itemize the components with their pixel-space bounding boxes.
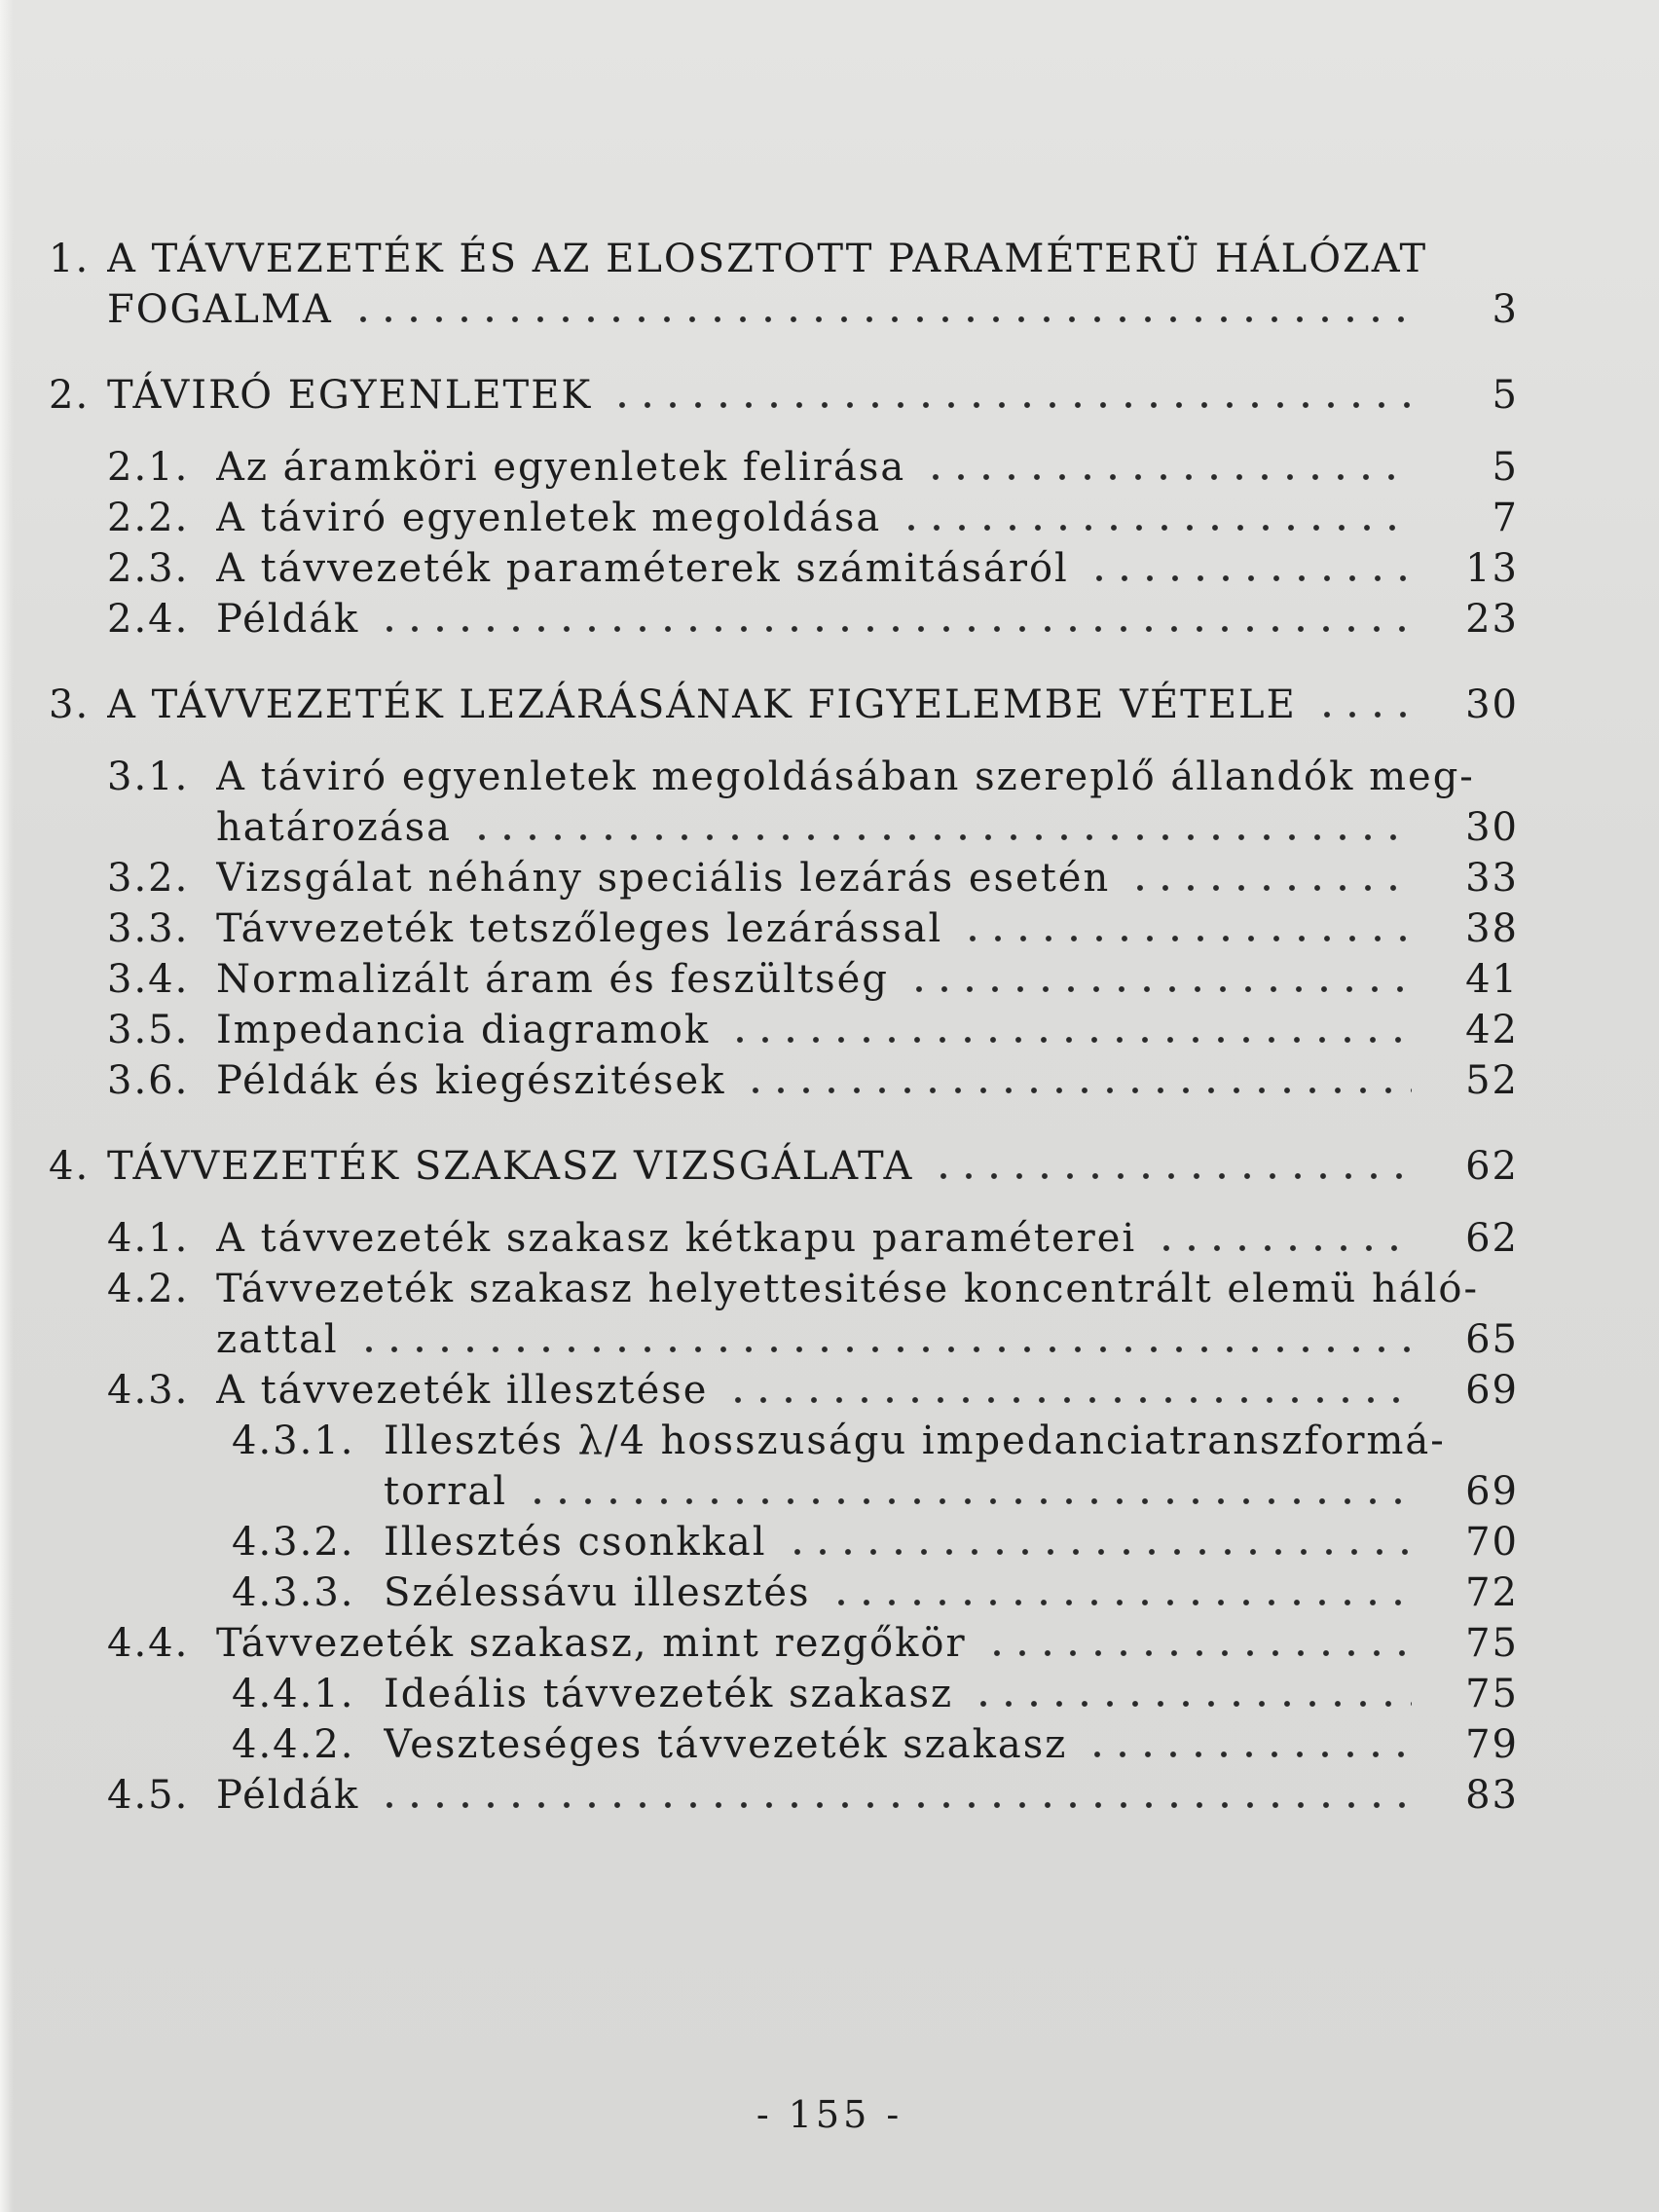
toc-number: 2.1. [107, 445, 190, 490]
toc-title: Példák [216, 1773, 360, 1818]
toc-page-number: 42 [1465, 1008, 1519, 1052]
toc-title: torral [384, 1469, 508, 1514]
toc-title: Távvezeték szakasz helyettesitése koncentrált elemü hálό- [216, 1267, 1479, 1311]
toc-page-number: 62 [1465, 1216, 1519, 1261]
toc-section-4-1 [49, 1213, 1519, 1264]
toc-section-4-2-cont [49, 1314, 1519, 1365]
dot-leader [829, 1600, 1412, 1605]
toc-title: A távvezeték illesztése [216, 1368, 709, 1413]
dot-leader [609, 402, 1412, 408]
toc-number: 4.5. [107, 1773, 190, 1818]
toc-title: Normalizált áram és feszültség [216, 957, 889, 1002]
toc-page-number: 38 [1465, 906, 1519, 951]
toc-title: Példák és kiegészitések [216, 1058, 726, 1103]
toc-title: határozása [216, 805, 453, 850]
dot-leader [960, 936, 1412, 941]
toc-section-3-4 [49, 954, 1519, 1005]
dot-leader [356, 1346, 1412, 1352]
toc-number: 4.4.2. [232, 1722, 355, 1767]
toc-subsection-4-3-1-cont [49, 1466, 1519, 1517]
toc-title: Ideális távvezeték szakasz [384, 1672, 954, 1716]
dot-leader [1154, 1245, 1412, 1251]
toc-section-2-2 [49, 493, 1519, 543]
toc-section-3-5 [49, 1005, 1519, 1055]
dot-leader [725, 1397, 1412, 1403]
toc-chapter-3 [49, 680, 1519, 730]
toc-page-number: 23 [1465, 597, 1519, 642]
dot-leader [377, 626, 1412, 632]
toc-chapter-2 [49, 370, 1519, 421]
toc-number: 4.4.1. [232, 1672, 355, 1716]
toc-section-3-1 [49, 752, 1519, 802]
dot-leader [727, 1037, 1412, 1043]
toc-section-4-2 [49, 1264, 1519, 1314]
toc-title: A TÁVVEZETÉK ÉS AZ ELOSZTOTT PARAMÉTERÜ HÁLÓZAT [107, 237, 1428, 281]
toc-title: A távvezeték szakasz kétkapu paraméterei [216, 1216, 1137, 1261]
toc-page-number: 52 [1465, 1058, 1519, 1103]
dot-leader [984, 1650, 1412, 1656]
toc-subsection-4-4-2 [49, 1719, 1519, 1770]
toc-chapter-1-cont [49, 284, 1519, 335]
toc-page-number: 72 [1465, 1570, 1519, 1615]
toc-page-number: 30 [1465, 805, 1519, 850]
toc-section-3-2 [49, 853, 1519, 903]
toc-number: 4.4. [107, 1621, 190, 1666]
toc-number: 3.3. [107, 906, 190, 951]
toc-page-number: 70 [1465, 1520, 1519, 1565]
toc-page-number: 83 [1465, 1773, 1519, 1818]
toc-section-4-4 [49, 1618, 1519, 1669]
toc-page-number: 3 [1492, 287, 1519, 332]
toc-section-4-5 [49, 1770, 1519, 1821]
toc-title: Példák [216, 597, 360, 642]
toc-section-2-4 [49, 594, 1519, 645]
toc-page-number: 65 [1465, 1317, 1519, 1362]
toc-number: 3.6. [107, 1058, 190, 1103]
toc-title: TÁVIRÓ EGYENLETEK [107, 373, 593, 418]
toc-section-2-1 [49, 442, 1519, 493]
toc-number: 2.2. [107, 496, 190, 540]
toc-page-number: 13 [1465, 546, 1519, 591]
toc-number: 3.2. [107, 856, 190, 901]
toc-page-number: 41 [1465, 957, 1519, 1002]
toc-page-number: 69 [1465, 1469, 1519, 1514]
toc-subsection-4-4-1 [49, 1669, 1519, 1719]
toc-page-number: 7 [1492, 496, 1519, 540]
toc-number: 4. [49, 1144, 91, 1189]
toc-number: 2.3. [107, 546, 190, 591]
toc-title: A TÁVVEZETÉK LEZÁRÁSÁNAK FIGYELEMBE VÉTELE [107, 682, 1297, 727]
toc-title: A táviró egyenletek megoldásában szereplő állandók meg- [216, 755, 1475, 799]
dot-leader [971, 1701, 1412, 1707]
toc-number: 3.1. [107, 755, 190, 799]
dot-leader [1314, 712, 1412, 718]
toc-number: 1. [49, 237, 91, 281]
toc-number: 4.2. [107, 1267, 190, 1311]
toc-subsection-4-3-1 [49, 1416, 1519, 1466]
toc-number: 4.3. [107, 1368, 190, 1413]
toc-number: 4.1. [107, 1216, 190, 1261]
toc-section-3-1-cont [49, 802, 1519, 853]
table-of-contents [49, 234, 1519, 1821]
toc-number: 3. [49, 682, 91, 727]
toc-subsection-4-3-2 [49, 1517, 1519, 1567]
toc-section-3-6 [49, 1055, 1519, 1106]
toc-page-number: 5 [1492, 373, 1519, 418]
dot-leader [1085, 1751, 1412, 1757]
dot-leader [785, 1549, 1412, 1555]
dot-leader [923, 474, 1412, 480]
toc-number: 4.3.2. [232, 1520, 355, 1565]
dot-leader [350, 316, 1412, 322]
dot-leader [525, 1498, 1412, 1504]
dot-leader [1127, 885, 1412, 891]
toc-title: Távvezeték szakasz, mint rezgőkör [216, 1621, 967, 1666]
toc-number: 2. [49, 373, 91, 418]
toc-number: 4.3.1. [232, 1419, 355, 1463]
toc-chapter-1 [49, 234, 1519, 284]
toc-page-number: 30 [1465, 682, 1519, 727]
toc-title: A táviró egyenletek megoldása [216, 496, 882, 540]
dot-leader [1087, 575, 1412, 581]
toc-number: 3.4. [107, 957, 190, 1002]
toc-section-3-3 [49, 903, 1519, 954]
dot-leader [899, 525, 1412, 531]
page-number-footer: - 155 - [756, 2093, 903, 2136]
toc-title: TÁVVEZETÉK SZAKASZ VIZSGÁLATA [107, 1144, 914, 1189]
dot-leader [906, 986, 1412, 992]
toc-number: 4.3.3. [232, 1570, 355, 1615]
dot-leader [377, 1802, 1412, 1808]
toc-page-number: 62 [1465, 1144, 1519, 1189]
toc-title: Szélessávu illesztés [384, 1570, 811, 1615]
toc-title: Veszteséges távvezeték szakasz [384, 1722, 1068, 1767]
toc-number: 3.5. [107, 1008, 190, 1052]
toc-title: zattal [216, 1317, 339, 1362]
toc-page-number: 33 [1465, 856, 1519, 901]
toc-number: 2.4. [107, 597, 190, 642]
toc-title: Vizsgálat néhány speciális lezárás esetén [216, 856, 1111, 901]
toc-section-2-3 [49, 543, 1519, 594]
toc-page-number: 69 [1465, 1368, 1519, 1413]
toc-title: A távvezeték paraméterek számitásáról [216, 546, 1069, 591]
toc-title: Illesztés csonkkal [384, 1520, 767, 1565]
dot-leader [743, 1088, 1412, 1093]
toc-title: Az áramköri egyenletek felirása [216, 445, 906, 490]
dot-leader [931, 1173, 1412, 1179]
toc-page-number: 75 [1465, 1672, 1519, 1716]
toc-title: Távvezeték tetszőleges lezárással [216, 906, 943, 951]
dot-leader [469, 834, 1412, 840]
toc-subsection-4-3-3 [49, 1567, 1519, 1618]
toc-title: FOGALMA [107, 287, 333, 332]
toc-page-number: 5 [1492, 445, 1519, 490]
toc-title: Impedancia diagramok [216, 1008, 711, 1052]
toc-section-4-3 [49, 1365, 1519, 1416]
toc-page-number: 79 [1465, 1722, 1519, 1767]
toc-page-number: 75 [1465, 1621, 1519, 1666]
toc-chapter-4 [49, 1141, 1519, 1192]
toc-title: Illesztés λ/4 hosszuságu impedanciatranszformá- [384, 1419, 1446, 1463]
